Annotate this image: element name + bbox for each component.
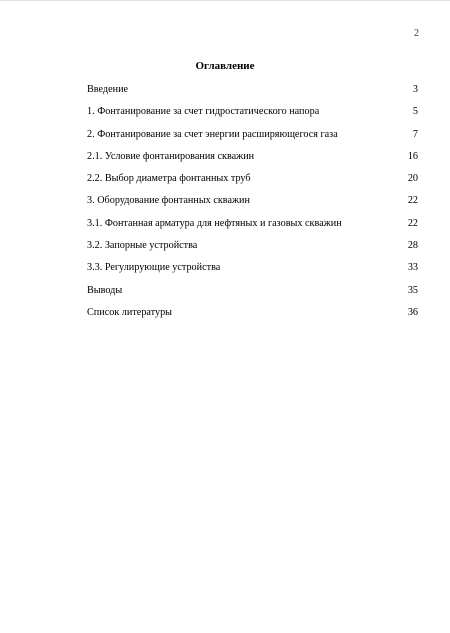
toc-item-section-2-1[interactable] [87, 150, 418, 172]
toc-item-label: Введение [87, 84, 129, 95]
toc-item-label: 3. Оборудование фонтанных скважин [87, 195, 250, 207]
toc-item-page: 16 [407, 150, 418, 162]
toc-item-section-3-2[interactable] [87, 239, 418, 261]
toc-item-section-1[interactable] [87, 105, 418, 127]
toc-item-page: 36 [407, 306, 418, 318]
toc-item-section-2[interactable] [87, 128, 418, 150]
toc-item-label: 2. Фонтанирование за счет энергии расширяющегося газа [87, 128, 338, 140]
toc-title: Оглавление [195, 60, 255, 72]
toc-item-label: Список литературы [87, 306, 173, 318]
toc-item-references[interactable] [87, 306, 418, 328]
toc-item-section-2-2[interactable] [87, 172, 418, 194]
toc-item-page: 22 [407, 217, 418, 229]
toc-item-label: Выводы [87, 284, 123, 296]
toc-item-page: 5 [412, 106, 418, 118]
toc-item-page: 28 [407, 240, 418, 252]
toc-item-page: 22 [407, 195, 418, 207]
toc-item-page: 7 [412, 128, 418, 140]
toc-item-page: 35 [407, 284, 418, 296]
table-of-contents [87, 83, 418, 328]
page-number: 2 [414, 28, 419, 39]
toc-item-section-3[interactable] [87, 194, 418, 216]
toc-item-section-3-1[interactable] [87, 217, 418, 239]
toc-item-label: 1. Фонтанирование за счет гидростатического напора [87, 106, 320, 118]
toc-item-label: 3.1. Фонтанная арматура для нефтяных и газовых скважин [87, 217, 342, 229]
toc-item-page: 20 [407, 173, 418, 185]
toc-item-label: 3.3. Регулирующие устройства [87, 262, 221, 274]
toc-item-section-3-3[interactable] [87, 261, 418, 283]
toc-item-page: 33 [407, 262, 418, 274]
toc-item-label: 2.1. Условие фонтанирования скважин [87, 150, 255, 162]
toc-item-label: 3.2. Запорные устройства [87, 240, 198, 252]
toc-item-conclusions[interactable] [87, 284, 418, 306]
toc-item-introduction[interactable] [87, 83, 418, 105]
toc-item-page: 3 [412, 84, 418, 95]
toc-item-label: 2.2. Выбор диаметра фонтанных труб [87, 173, 251, 185]
